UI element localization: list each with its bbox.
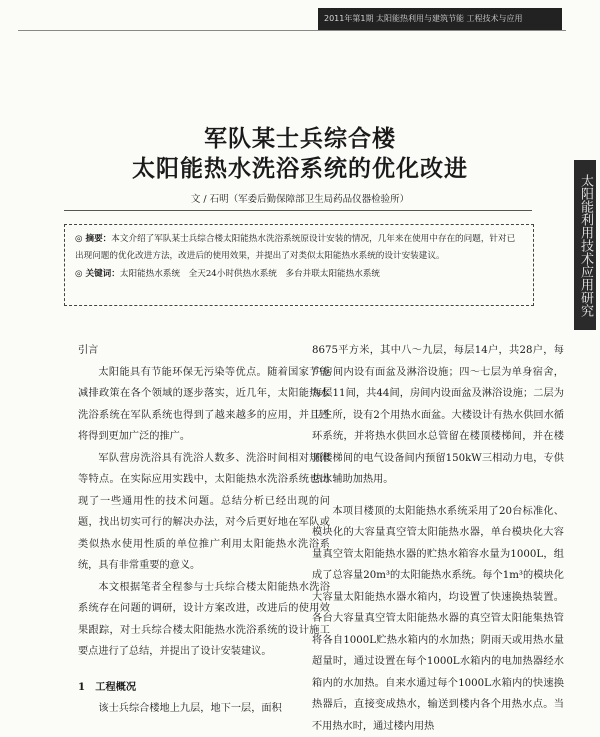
- keywords-label: ◎ 关键词：: [75, 269, 120, 279]
- header-rule: [18, 30, 566, 31]
- keywords: [75, 266, 523, 283]
- paragraph: 军队营房洗浴具有洗浴人数多、洗浴时间相对规律等特点。在实际应用实践中，太阳能热水洗浴系统也出现了一些通用性的技术问题。总结分析已经出现的问题，找出切实可行的解决办法，对今后更好地在军队或类似热水使用性质的单位推广利用太阳能热水洗浴系统，具有非常重要的意义。: [78, 448, 330, 577]
- paragraph: 本文根据笔者全程参与士兵综合楼太阳能热水洗浴系统存在问题的调研，设计方案改进，改进后的使用效果跟踪，对士兵综合楼太阳能热水洗浴系统的设计施工要点进行了总结，并提出了设计安装建议。: [78, 577, 330, 663]
- abstract-label: ◎ 摘要：: [75, 234, 111, 244]
- section-side-tab: 太阳能利用技术应用研究: [574, 160, 596, 330]
- article-title-line-2: 太阳能热水洗浴系统的优化改进: [0, 150, 600, 183]
- paragraph: 8675平方米，其中八～九层，每层14户，共28户，每户房间内设有面盆及淋浴设施；四～七层为单身宿舍，每层11间，共44间，房间内设面盆及淋浴设施；二层为卫生所，设有2个用热水面盆。大楼设计有热水供回水循环系统，并将热水供回水总管留在楼顶楼梯间，并在楼顶楼梯间的电气设备间内预留150kW三相动力电，专供热水辅助加热用。: [312, 340, 564, 491]
- section-heading-1: 1 工程概况: [78, 677, 330, 699]
- left-column: [78, 340, 330, 720]
- paragraph: 太阳能具有节能环保无污染等优点。随着国家节能减排政策在各个领域的逐步落实，近几年，太阳能热水洗浴系统在军队系统也得到了越来越多的应用，并且还将得到更加广泛的推广。: [78, 362, 330, 448]
- intro-heading: 引言: [78, 340, 330, 362]
- keywords-text: 太阳能热水系统 全天24小时供热水系统 多台并联太阳能热水系统: [120, 269, 380, 279]
- abstract-text: 本文介绍了军队某士兵综合楼太阳能热水洗浴系统原设计安装的情况，几年来在使用中存在的问题，针对已出现问题的优化改进方法，改进后的使用效果，并提出了对类似太阳能热水系统的设计安装建议。: [75, 234, 515, 261]
- abstract-box: [64, 224, 534, 306]
- right-column: [312, 340, 564, 737]
- paragraph: 该士兵综合楼地上九层，地下一层，面积: [78, 698, 330, 720]
- abstract: [75, 231, 523, 265]
- title-separator: [64, 210, 532, 211]
- author-line: 文 / 石明（军委后勤保障部卫生局药品仪器检验所）: [0, 191, 600, 205]
- article-title-line-1: 军队某士兵综合楼: [0, 120, 600, 153]
- paragraph: 本项目楼顶的太阳能热水系统采用了20台标准化、模块化的大容量真空管太阳能热水器，单台模块化大容量真空管太阳能热水器的贮热水箱容水量为1000L，组成了总容量20m³的太阳能热水系统。每个1m³的模块化大容量太阳能热水器水箱内，均设置了快速换热装置。各台大容量真空管太阳能热水器的真空管太阳能集热管将各自1000L贮热水箱内的水加热；阴雨天或用热水量超量时，通过设置在每个1000L水箱内的电加热器经水箱内的水加热。自来水通过每个1000L水箱内的快速换热器后，直接变成热水，输送到楼内各个用热水点。当不用热水时，通过楼内用热: [312, 501, 564, 737]
- journal-header-band: 2011年第1期 太阳能热利用与建筑节能 工程技术与应用: [318, 8, 562, 30]
